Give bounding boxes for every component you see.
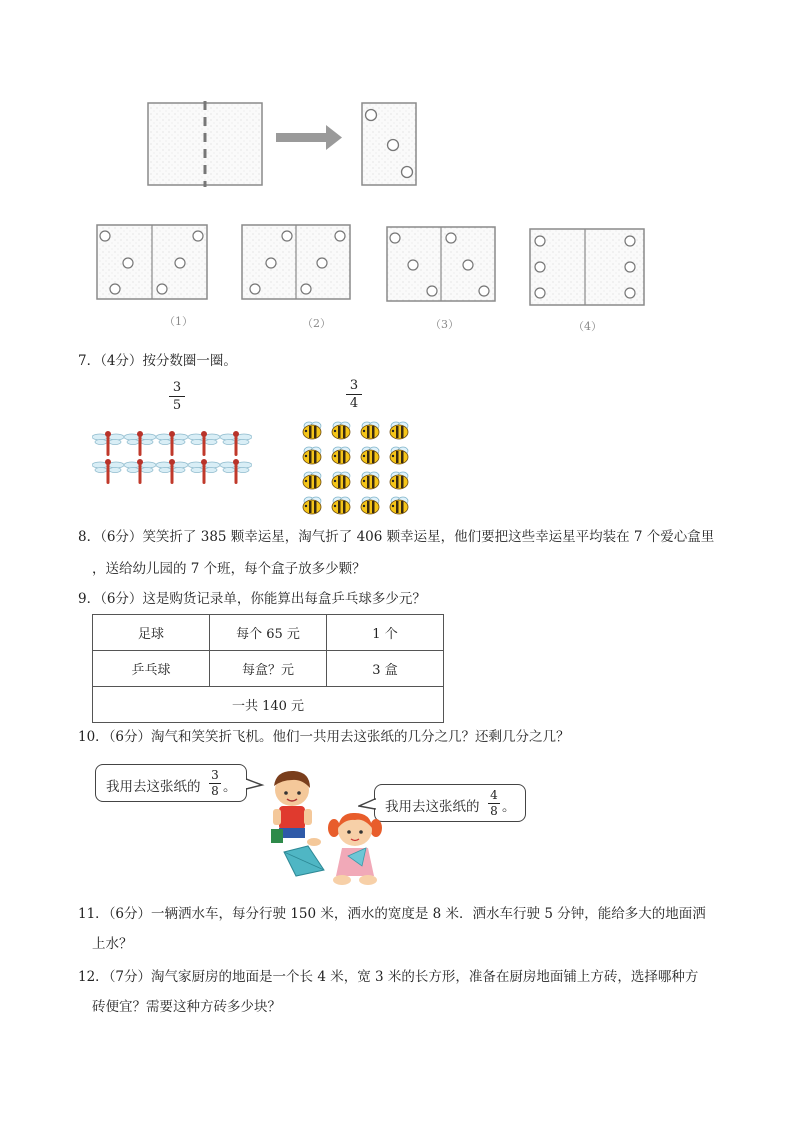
q10-text: 淘气和笑笑折飞机。他们一共用去这张纸的几分之几？还剩几分之几？ <box>151 729 570 745</box>
bee-icon <box>332 447 350 464</box>
q7-frac-right-num: 3 <box>349 378 359 393</box>
table-row <box>93 651 444 687</box>
q7-frac-right-den: 4 <box>349 396 359 411</box>
table-cell: 每盒？元 <box>210 651 327 687</box>
girl-frac-num: 4 <box>490 788 498 802</box>
bee-icon <box>361 422 379 439</box>
question-12-line-1 <box>78 967 698 987</box>
q8-score: （6分） <box>100 529 143 545</box>
caption-option-4: （4） <box>573 320 602 333</box>
girl-bubble-fraction <box>488 789 500 818</box>
q11-text-line1: 一辆洒水车，每分行驶 150 米，洒水的宽度是 8 米．洒水车行驶 5 分钟，能给多大的地面洒 <box>151 906 706 922</box>
caption-option-3: （3） <box>430 318 459 331</box>
dragonfly-icon <box>92 431 124 456</box>
boy-frac-num: 3 <box>211 768 219 782</box>
option-1-figure <box>97 225 207 299</box>
question-7 <box>78 351 237 371</box>
dragonfly-icon <box>156 459 188 484</box>
boy-bubble-suffix: 。 <box>223 779 237 795</box>
question-11-line-1 <box>78 904 706 924</box>
q8-text-line1: 笑笑折了 385 颗幸运星，淘气折了 406 颗幸运星，他们要把这些幸运星平均装在 7 个爱心盒里 <box>142 529 715 545</box>
question-8-line-2 <box>92 559 366 579</box>
purchase-record-table <box>92 614 444 723</box>
bee-icon <box>303 497 321 514</box>
dragonfly-icon <box>220 431 252 456</box>
bee-icon <box>303 447 321 464</box>
q12-number: 12． <box>78 969 109 985</box>
q11-number: 11． <box>78 906 109 922</box>
option-2-figure <box>242 225 350 299</box>
bee-icon <box>332 472 350 489</box>
question-12-line-2 <box>92 997 281 1017</box>
q7-text: 按分数圈一圈。 <box>142 353 237 369</box>
fold-figure <box>90 95 660 340</box>
q9-score: （6分） <box>100 591 143 607</box>
q12-score: （7分） <box>108 969 152 985</box>
bee-icon <box>332 497 350 514</box>
question-9 <box>78 589 426 609</box>
dragonfly-icon <box>124 459 156 484</box>
q9-text: 这是购货记录单，你能算出每盒乒乓球多少元？ <box>142 591 426 607</box>
dragonfly-icon <box>92 459 124 484</box>
cut-paper-piece <box>362 103 416 185</box>
bee-icon <box>390 472 408 489</box>
dragonfly-icon <box>156 431 188 456</box>
table-row <box>93 687 444 723</box>
boy-bubble-fraction <box>209 769 221 798</box>
boy-bubble-text: 我用去这张纸的 <box>106 779 201 795</box>
bee-icon <box>303 422 321 439</box>
q7-fraction-right <box>346 378 362 411</box>
caption-option-2: （2） <box>302 317 331 330</box>
table-cell: 乒乓球 <box>93 651 210 687</box>
bee-icon <box>361 447 379 464</box>
question-8-line-1 <box>78 527 714 547</box>
bee-icon <box>332 422 350 439</box>
girl-bubble-suffix: 。 <box>502 799 516 815</box>
bee-icon <box>390 422 408 439</box>
bee-icon <box>361 472 379 489</box>
girl-bubble-text: 我用去这张纸的 <box>385 799 480 815</box>
q11-score: （6分） <box>108 906 152 922</box>
q10-score: （6分） <box>108 729 152 745</box>
q8-text-line2: ，送给幼儿园的 7 个班，每个盒子放多少颗？ <box>92 561 366 577</box>
dragonfly-icon <box>188 431 220 456</box>
table-cell: 1 个 <box>327 615 444 651</box>
q9-number: 9． <box>78 591 101 607</box>
option-4-figure <box>530 229 644 305</box>
q7-frac-left-den: 5 <box>172 398 182 413</box>
question-11-line-2 <box>92 934 133 954</box>
q7-frac-left-num: 3 <box>172 380 182 395</box>
boy-speech-bubble <box>95 764 247 802</box>
girl-illustration <box>326 808 386 890</box>
dragonfly-icon <box>124 431 156 456</box>
q12-text-line2: 砖便宜？需要这种方砖多少块？ <box>92 999 281 1015</box>
q7-fraction-left <box>169 380 185 413</box>
bee-icon <box>361 497 379 514</box>
dragonfly-icon <box>188 459 220 484</box>
question-10 <box>78 727 570 747</box>
table-total-cell: 一共 140 元 <box>93 687 444 723</box>
caption-option-1: （1） <box>164 315 193 328</box>
girl-frac-den: 8 <box>490 804 498 818</box>
q7-score: （4分） <box>100 353 143 369</box>
q12-text-line1: 淘气家厨房的地面是一个长 4 米，宽 3 米的长方形，准备在厨房地面铺上方砖，选择哪种方 <box>151 969 699 985</box>
option-3-figure <box>387 227 495 301</box>
girl-speech-bubble <box>374 784 526 822</box>
table-cell: 每个 65 元 <box>210 615 327 651</box>
dragonfly-group <box>92 428 252 488</box>
table-cell: 3 盒 <box>327 651 444 687</box>
table-row <box>93 615 444 651</box>
q8-number: 8． <box>78 529 101 545</box>
folded-paper-sheet <box>148 101 262 187</box>
boy-frac-den: 8 <box>211 784 219 798</box>
q11-text-line2: 上水？ <box>92 936 133 952</box>
dragonfly-icon <box>220 459 252 484</box>
table-cell: 足球 <box>93 615 210 651</box>
q10-number: 10． <box>78 729 109 745</box>
bee-group <box>298 420 418 520</box>
q7-number: 7． <box>78 353 101 369</box>
bee-icon <box>390 447 408 464</box>
bee-icon <box>303 472 321 489</box>
bee-icon <box>390 497 408 514</box>
right-arrow-icon <box>276 125 342 150</box>
